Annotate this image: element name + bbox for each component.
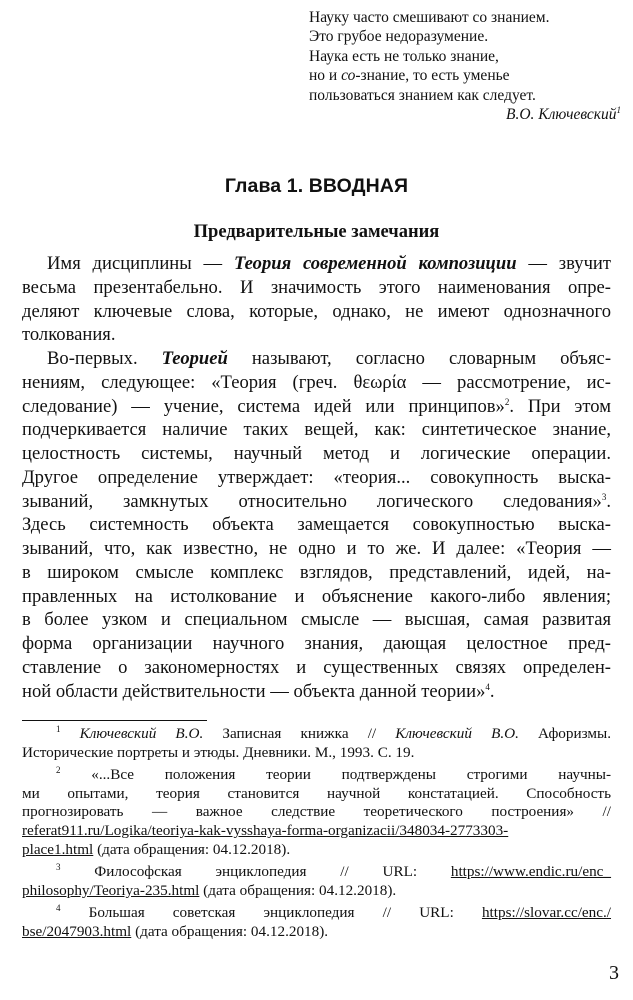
footnote-mark: 1	[56, 723, 61, 734]
footnote-link[interactable]: https://slovar.cc/enc./	[481, 904, 612, 922]
footnotes	[22, 725, 611, 942]
epigraph	[309, 8, 621, 124]
paragraph-line: нениям, следующее: «Теория (греч. θεωρία — рассмотрение, ис-	[22, 371, 611, 393]
epigraph-line: Наука есть не только знание,	[309, 47, 499, 65]
paragraph-line: подчеркивается наличие таких вещей, как: синтетическое знание,	[22, 419, 611, 441]
epigraph-line: Науку часто смешивают со знанием.	[309, 9, 550, 26]
paragraph-line: весьма презентабельно. И значимость этого наименования опре-	[22, 276, 611, 298]
footnote-link[interactable]: referat911.ru/Logika/teoriya-kak-vysshaya-forma-organizacii/348034-2773303-	[22, 821, 509, 839]
paragraph-line: ной области действительности — объекта данной теории»$^4$.	[22, 680, 495, 702]
paragraph-line: следование) — учение, система идей или принципов»$^2$. При этом	[22, 395, 611, 417]
paragraph-line: в более узком и специальном смысле — высшая, самая развитая	[22, 609, 611, 631]
body-text	[22, 252, 611, 703]
footnote-line: ми опытами, теория становится научной констатацией. Способность	[22, 784, 611, 802]
page-number: 3	[609, 962, 619, 984]
paragraph-line: Во-первых. Теорией называют, согласно словарным объяс-	[47, 348, 612, 369]
footnote-ref[interactable]: 3	[601, 491, 607, 502]
footnote-line: $^2$ «...Все положения теории подтверждены строгими научны-	[56, 765, 611, 784]
paragraph-line: ставление о закономерностях и существенных связях определен-	[22, 656, 611, 678]
footnote-line: $^4$ Большая советская энциклопедия // URL: https://slovar.cc/enc./	[56, 903, 612, 922]
paragraph-line: зываний, что, как известно, не одно и то же. И далее: «Теория —	[22, 538, 611, 559]
footnote-line: $^1$ Ключевский В.О. Записная книжка // Ключевский В.О. Афоризмы.	[56, 723, 611, 742]
footnote-line: $^3$ Философская энциклопедия // URL: https://www.endic.ru/enc_	[56, 862, 611, 881]
footnote-line: Исторические портреты и этюды. Дневники. М., 1993. С. 19.	[22, 743, 415, 761]
footnote-link[interactable]: https://www.endic.ru/enc_	[450, 863, 611, 881]
epigraph-line: Это грубое недоразумение.	[309, 28, 489, 46]
footnote-line: прогнозировать — важное следствие теоретического построения» //	[22, 803, 611, 821]
paragraph-line: зываний, замкнутых относительно логического следования»$^3$.	[22, 490, 611, 512]
paragraph-line: Другое определение утверждает: «теория... совокупность выска-	[22, 466, 611, 488]
paragraph-line: Здесь системность объекта замещается совокупностью выска-	[22, 514, 611, 536]
section-title: Предварительные замечания	[193, 222, 440, 242]
paragraph-line: форма организации научного знания, дающая целостное пред-	[22, 633, 611, 654]
paragraph-line: толкования.	[22, 324, 116, 346]
footnote-line: bse/2047903.html (дата обращения: 04.12.2018).	[22, 922, 329, 940]
footnote-ref[interactable]: 2	[504, 396, 510, 407]
footnote-mark: 3	[56, 862, 61, 873]
chapter-title: Глава 1. ВВОДНАЯ	[224, 175, 409, 197]
paragraph-line: правленных на истолкование и объяснение какого-либо явления;	[22, 585, 611, 607]
footnote-mark: 2	[56, 765, 61, 776]
paragraph-line: целостность системы, научный метод и логические операции.	[22, 443, 611, 464]
epigraph-line: но и со-знание, то есть уменье	[309, 67, 510, 85]
footnote-link[interactable]: place1.html	[22, 840, 94, 858]
paragraph-line: Имя дисциплины — Теория современной композиции — звучит	[47, 253, 611, 274]
footnote-ref[interactable]: 1	[616, 104, 621, 115]
paragraph-line: деляют ключевые слова, которые, однако, не имеют однозначного	[22, 300, 611, 322]
footnote-link[interactable]: philosophy/Teoriya-235.html	[22, 881, 200, 899]
epigraph-author: В.О. Ключевский$^1$	[506, 104, 621, 124]
epigraph-line: пользоваться знанием как следует.	[309, 86, 536, 104]
footnote-line: philosophy/Teoriya-235.html (дата обращения: 04.12.2018).	[22, 881, 397, 899]
footnote-link[interactable]: bse/2047903.html	[22, 922, 132, 940]
footnote-line: place1.html (дата обращения: 04.12.2018).	[22, 840, 291, 858]
paragraph-line: в широком смысле комплекс взглядов, представлений, идей, на-	[22, 561, 611, 583]
footnote-divider	[22, 720, 207, 721]
footnote-ref[interactable]: 4	[485, 681, 490, 692]
footnote-mark: 4	[56, 903, 61, 914]
